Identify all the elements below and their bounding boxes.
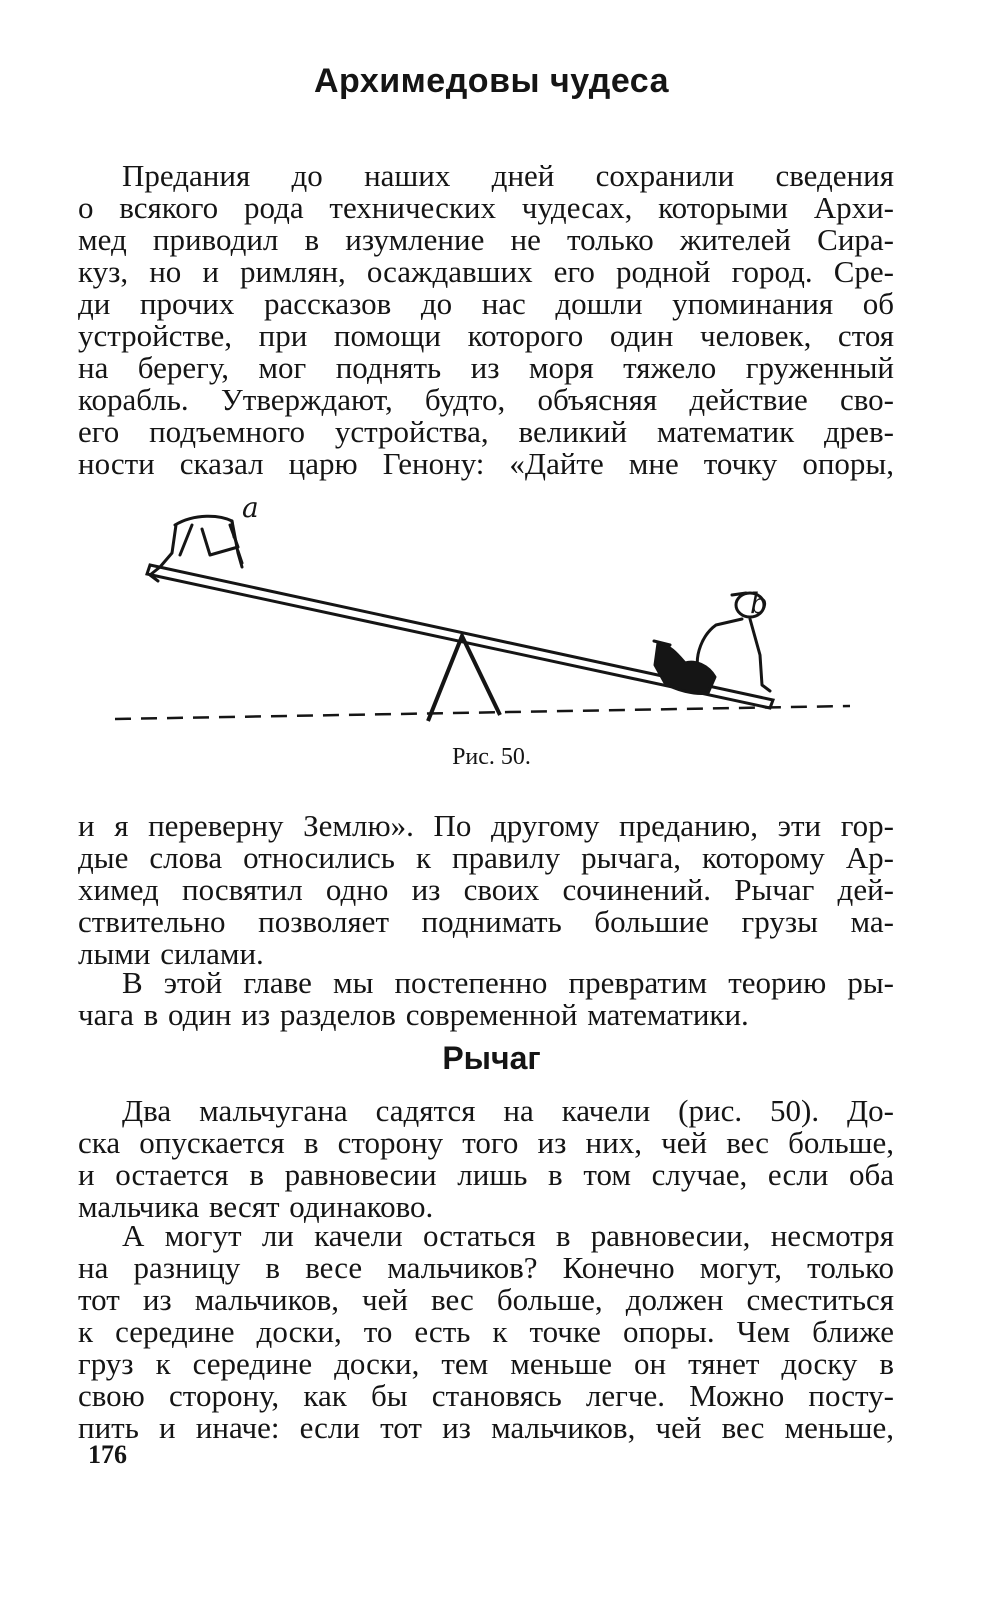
text-line: куз, но и римлян, осаждавших его родной город. Сре- <box>78 254 894 289</box>
paragraph-balance <box>78 1220 894 1444</box>
text-line: и я переверну Землю». По другому преданию, эти гор- <box>78 808 894 843</box>
text-line: корабль. Утверждают, будто, объясняя действие сво- <box>78 382 894 417</box>
text-line: пить и иначе: если тот из мальчиков, чей вес меньше, <box>78 1410 894 1445</box>
text-line: мальчика весят одинаково. <box>78 1189 434 1224</box>
text-line: на разницу в весе мальчиков? Конечно могут, только <box>78 1250 894 1285</box>
text-line: тот из мальчиков, чей вес больше, должен сместиться <box>78 1282 894 1317</box>
paragraph-lever-rule <box>78 810 894 970</box>
text-line: к середине доски, то есть к точке опоры. Чем ближе <box>78 1314 894 1349</box>
chapter-title: Архимедовы чудеса <box>313 62 670 100</box>
paragraph-seesaw <box>78 1095 894 1223</box>
text-line: лыми силами. <box>78 936 264 971</box>
text-line: ди прочих рассказов до нас дошли упоминания об <box>78 286 894 321</box>
text-line: мед приводил в изумление не только жителей Сира- <box>78 222 894 257</box>
text-line: ствительно позволяет поднимать большие грузы ма- <box>78 904 894 939</box>
text-line: груз к середине доски, тем меньше он тянет доску в <box>78 1346 894 1381</box>
text-line: Предания до наших дней сохранили сведения <box>122 158 894 193</box>
boy-a-figure <box>150 516 242 581</box>
figure-caption: Рис. 50. <box>452 744 531 770</box>
text-line: ска опускается в сторону того из них, чей вес больше, <box>78 1125 894 1160</box>
page-number: 176 <box>88 1440 127 1469</box>
paragraph-chapter-goal <box>78 967 894 1031</box>
text-line: его подъемного устройства, великий математик древ- <box>78 414 894 449</box>
text-line: ности сказал царю Генону: «Дайте мне точку опоры, <box>78 446 894 481</box>
paragraph-intro <box>78 160 894 480</box>
text-line: устройстве, при помощи которого один человек, стоя <box>78 318 894 353</box>
ground-line <box>115 706 850 719</box>
text-line: Два мальчугана садятся на качели (рис. 50). До- <box>122 1093 894 1128</box>
section-heading: Рычаг <box>442 1040 541 1076</box>
text-line: дые слова относились к правилу рычага, которому Ар- <box>78 840 894 875</box>
text-line: химед посвятил одно из своих сочинений. Рычаг дей- <box>78 872 894 907</box>
text-line: о всякого рода технических чудесах, которыми Архи- <box>78 190 894 225</box>
figure-label-a: a <box>242 495 259 524</box>
text-line: свою сторону, как бы становясь легче. Можно посту- <box>78 1378 894 1413</box>
figure-label-b: b <box>750 587 768 620</box>
text-line: чага в один из разделов современной математики. <box>78 997 749 1032</box>
text-line: А могут ли качели остаться в равновесии, несмотря <box>122 1218 894 1253</box>
seesaw-illustration <box>110 495 860 740</box>
text-line: и остается в равновесии лишь в том случае, если оба <box>78 1157 894 1192</box>
text-line: на берегу, мог поднять из моря тяжело груженный <box>78 350 894 385</box>
text-line: В этой главе мы постепенно превратим теорию ры- <box>122 965 894 1000</box>
